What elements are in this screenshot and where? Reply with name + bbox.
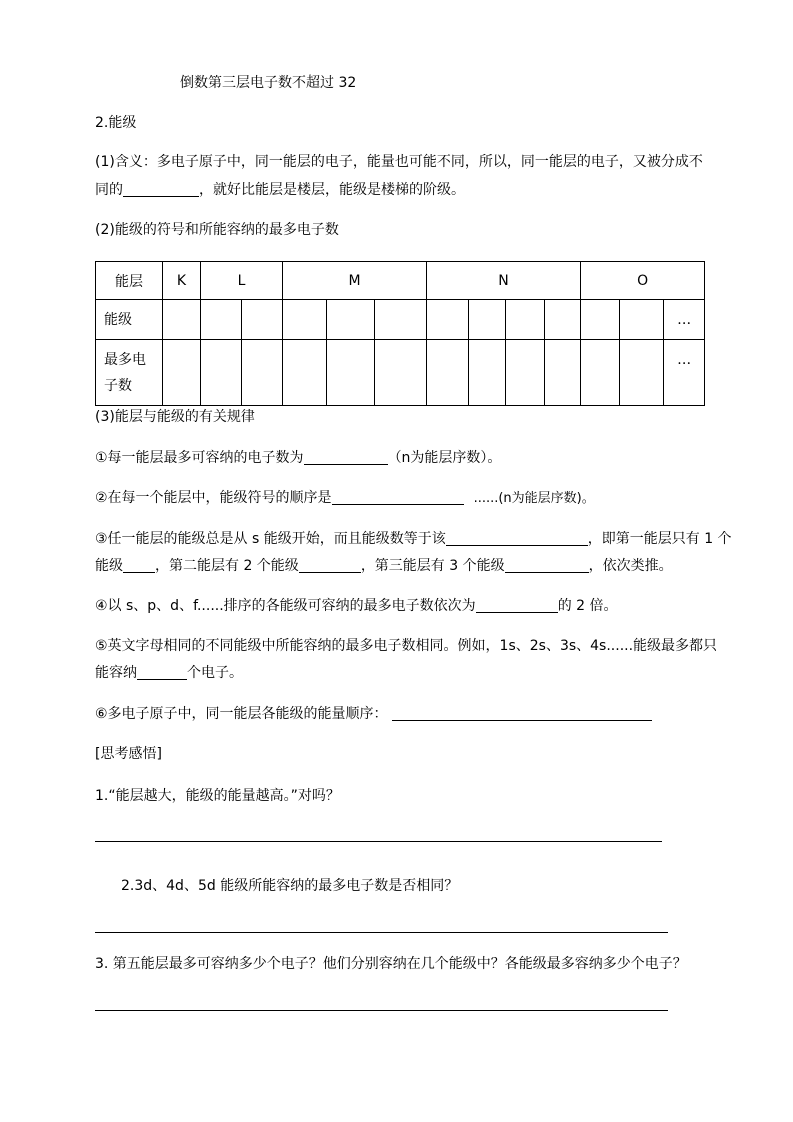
max-electrons-label-b: 子数 — [104, 377, 132, 394]
rule-4 — [95, 597, 618, 615]
meaning-line-2-pre: 同的 — [95, 182, 123, 198]
table-cell[interactable] — [375, 300, 427, 340]
rule-5-line-2 — [95, 664, 243, 682]
rule-3-line-2-d: ，依次类推。 — [588, 558, 673, 574]
table-cell[interactable] — [242, 340, 283, 406]
meaning-line-2 — [95, 181, 465, 199]
header-line: 倒数第三层电子数不超过 32 — [180, 75, 357, 91]
rule-5-blank[interactable] — [137, 665, 187, 680]
shell-n: N — [427, 262, 581, 300]
shell-header-cell: 能层 — [96, 262, 163, 300]
table-cell[interactable] — [201, 300, 242, 340]
rule-5-line-1: ⑤英文字母相同的不同能级中所能容纳的最多电子数相同。例如，1s、2s、3s、4s......能级最多都只 — [95, 638, 718, 654]
shell-k: K — [163, 262, 201, 300]
table-cell[interactable] — [427, 300, 469, 340]
shell-m: M — [283, 262, 427, 300]
answer-line-2[interactable] — [95, 932, 668, 933]
max-electrons-header-cell — [96, 340, 163, 406]
table-cell[interactable] — [620, 300, 664, 340]
shell-l: L — [201, 262, 283, 300]
question-1: 1.“能层越大，能级的能量越高。”对吗？ — [95, 788, 340, 804]
rule-6-blank[interactable] — [392, 706, 652, 721]
max-electrons-label-a: 最多电 — [104, 351, 146, 368]
rule-3-blank-2[interactable] — [123, 558, 155, 573]
rule-3-line-1-pre: ③任一能层的能级总是从 s 能级开始，而且能级数等于该 — [95, 531, 446, 547]
meaning-line-1: (1)含义：多电子原子中，同一能层的电子，能量也可能不同，所以，同一能层的电子，又被分成不 — [95, 154, 703, 170]
table-cell[interactable] — [327, 300, 375, 340]
rule-3-blank-3[interactable] — [299, 558, 361, 573]
table-cell[interactable] — [506, 300, 545, 340]
meaning-blank[interactable] — [123, 182, 199, 197]
table-cell[interactable] — [506, 340, 545, 406]
rule-3-line-1-post: ，即第一能层只有 1 个 — [587, 531, 732, 547]
level-ellipsis: … — [664, 300, 705, 340]
table-cell[interactable] — [545, 300, 581, 340]
rule-2-pre: ②在每一个能层中，能级符号的顺序是 — [95, 490, 332, 506]
rule-1 — [95, 449, 501, 467]
rule-2-post: ......(n为能层序数)。 — [473, 491, 595, 506]
max-electrons-ellipsis: … — [664, 340, 705, 406]
rule-4-post: 的 2 倍。 — [557, 598, 618, 614]
table-row-shells — [96, 262, 705, 300]
symbol-heading: (2)能级的符号和所能容纳的最多电子数 — [95, 222, 339, 238]
table-cell[interactable] — [201, 340, 242, 406]
rule-2-blank[interactable] — [332, 490, 464, 505]
rule-2 — [95, 489, 595, 508]
shell-o: O — [581, 262, 705, 300]
answer-line-3[interactable] — [95, 1010, 668, 1011]
section-title: 2.能级 — [95, 115, 137, 131]
table-cell[interactable] — [163, 300, 201, 340]
rule-3-blank-4[interactable] — [505, 558, 589, 573]
table-cell[interactable] — [283, 340, 327, 406]
table-cell[interactable] — [581, 300, 620, 340]
table-cell[interactable] — [469, 340, 506, 406]
table-cell[interactable] — [469, 300, 506, 340]
table-cell[interactable] — [620, 340, 664, 406]
table-row-levels — [96, 300, 705, 340]
table-row-max-electrons — [96, 340, 705, 406]
question-2: 2.3d、4d、5d 能级所能容纳的最多电子数是否相同？ — [121, 878, 459, 894]
rule-3-line-2-c: ，第三能层有 3 个能级 — [360, 558, 505, 574]
table-cell[interactable] — [427, 340, 469, 406]
table-cell[interactable] — [545, 340, 581, 406]
table-cell[interactable] — [163, 340, 201, 406]
table-cell[interactable] — [375, 340, 427, 406]
energy-level-table — [95, 261, 705, 406]
rule-1-blank[interactable] — [304, 450, 388, 465]
question-3: 3. 第五能层最多可容纳多少个电子？他们分别容纳在几个能级中？各能级最多容纳多少个电子？ — [95, 956, 687, 972]
answer-line-1[interactable] — [95, 841, 662, 842]
meaning-line-2-post: ，就好比能层是楼层，能级是楼梯的阶级。 — [199, 182, 465, 198]
rule-3-line-1 — [95, 530, 732, 548]
reflection-heading: [思考感悟] — [95, 746, 162, 762]
rule-3-line-2-b: ，第二能层有 2 个能级 — [155, 558, 299, 574]
rule-1-post: （n为能层序数）。 — [387, 450, 502, 466]
rule-5-line-2-pre: 能容纳 — [95, 665, 137, 681]
table-cell[interactable] — [581, 340, 620, 406]
rules-heading: (3)能层与能级的有关规律 — [95, 409, 255, 425]
table-cell[interactable] — [283, 300, 327, 340]
rule-3-line-2-a: 能级 — [95, 558, 123, 574]
table-cell[interactable] — [327, 340, 375, 406]
table-cell[interactable] — [242, 300, 283, 340]
rule-6-text: ⑥多电子原子中，同一能层各能级的能量顺序： — [95, 706, 388, 722]
rule-6 — [95, 705, 652, 723]
level-header-cell: 能级 — [96, 300, 163, 340]
rule-3-line-2 — [95, 557, 673, 575]
rule-5-line-2-post: 个电子。 — [187, 665, 243, 681]
rule-4-pre: ④以 s、p、d、f......排序的各能级可容纳的最多电子数依次为 — [95, 598, 476, 614]
rule-3-blank-1[interactable] — [446, 531, 588, 546]
rule-1-pre: ①每一能层最多可容纳的电子数为 — [95, 450, 304, 466]
rule-4-blank[interactable] — [476, 598, 558, 613]
